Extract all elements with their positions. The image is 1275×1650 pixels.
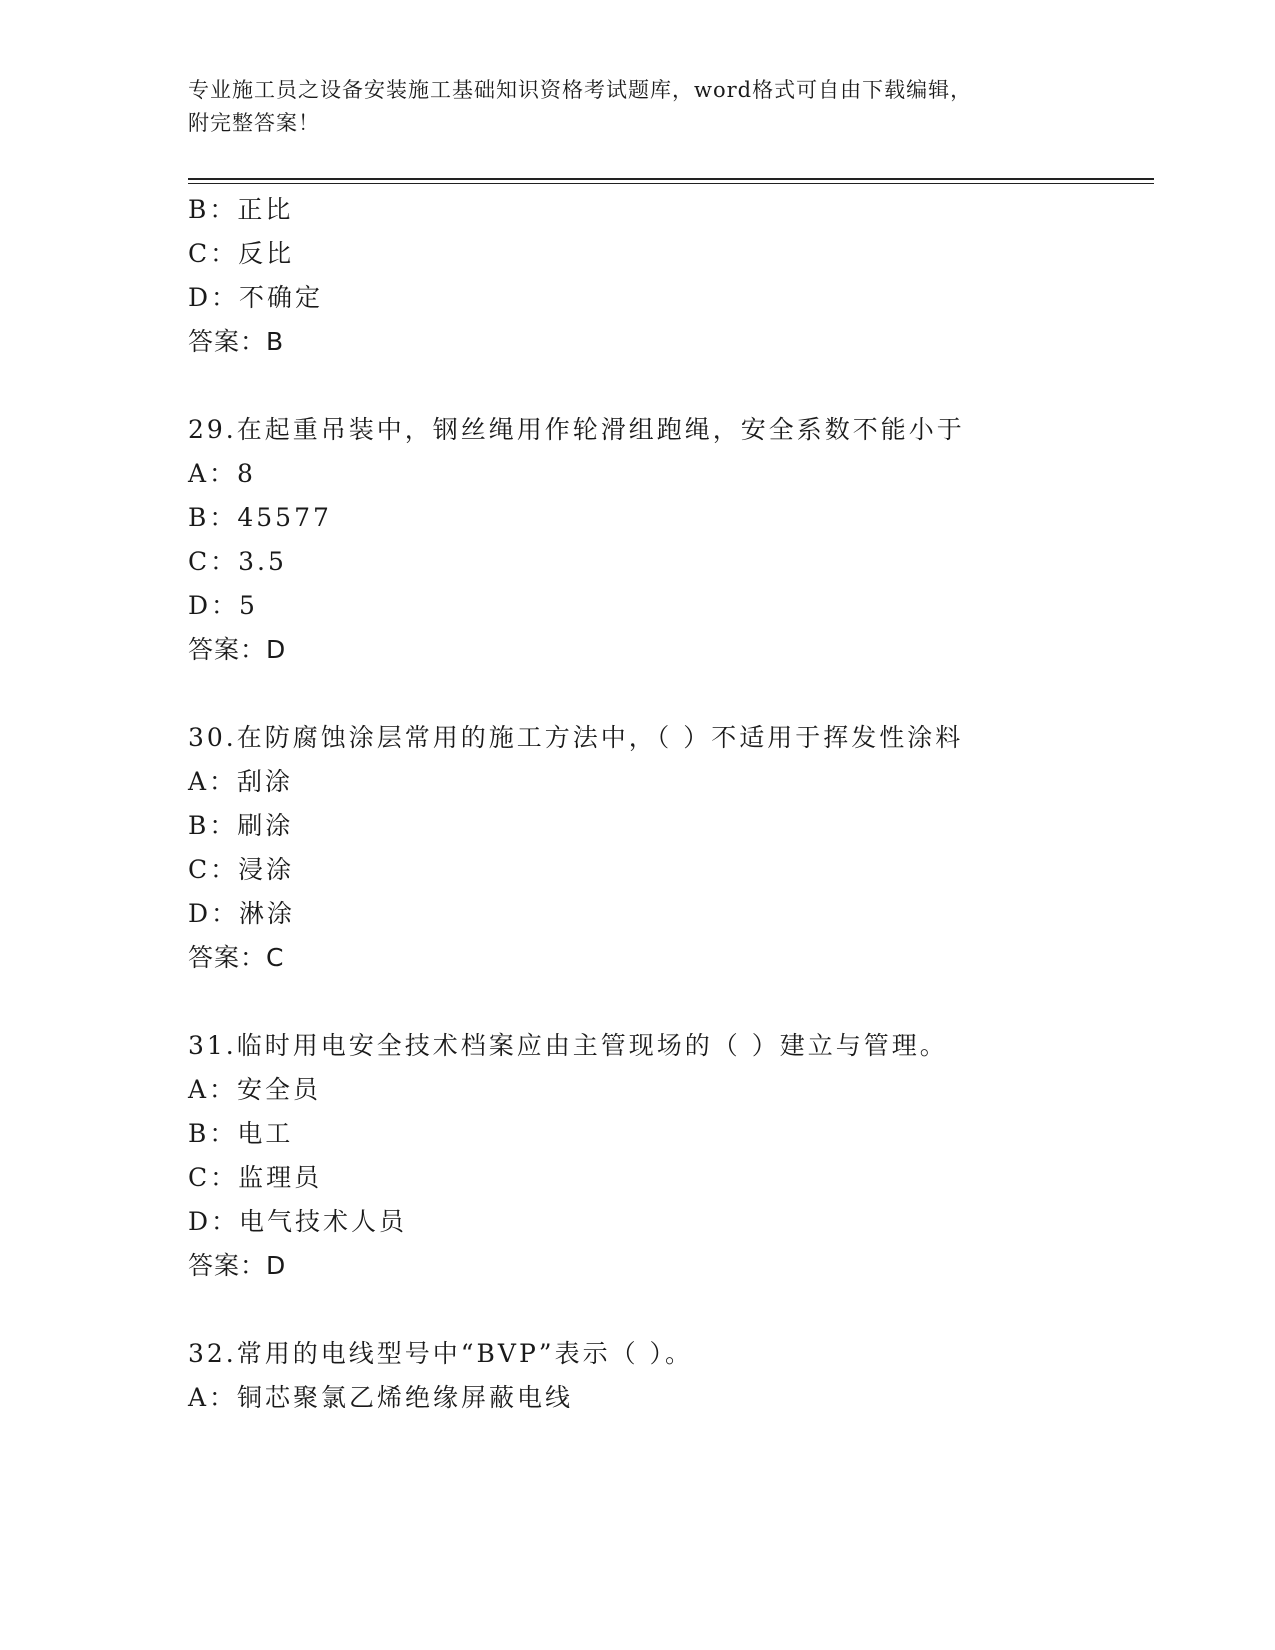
option-a: A：8 [188, 459, 256, 488]
option-d: D：5 [188, 591, 258, 620]
option-c: C：反比 [188, 239, 295, 268]
question-30: 30.在防腐蚀涂层常用的施工方法中，（ ）不适用于挥发性涂料 [188, 723, 964, 752]
header-line-1: 专业施工员之设备安装施工基础知识资格考试题库，word格式可自由下载编辑， [188, 78, 973, 102]
option-b: B：正比 [188, 195, 294, 224]
option-d: D：电气技术人员 [188, 1207, 408, 1236]
question-31: 31.临时用电安全技术档案应由主管现场的（ ）建立与管理。 [188, 1031, 948, 1060]
option-b: B：电工 [188, 1119, 294, 1148]
question-32: 32.常用的电线型号中“BVP”表示（ ）。 [188, 1339, 694, 1368]
option-d: D：淋涂 [188, 899, 296, 928]
question-29: 29.在起重吊装中，钢丝绳用作轮滑组跑绳，安全系数不能小于 [188, 415, 965, 444]
answer-line: 答案：D [188, 635, 287, 664]
option-a: A：刮涂 [188, 767, 294, 796]
document-header [188, 74, 1088, 140]
option-b: B：刷涂 [188, 811, 294, 840]
option-c: C：浸涂 [188, 855, 295, 884]
option-c: C：3.5 [188, 547, 287, 576]
option-d: D：不确定 [188, 283, 324, 312]
answer-line: 答案：C [188, 943, 285, 972]
option-c: C：监理员 [188, 1163, 323, 1192]
header-line-2: 附完整答案！ [188, 111, 320, 135]
option-a: A：铜芯聚氯乙烯绝缘屏蔽电线 [188, 1383, 574, 1412]
answer-line: 答案：D [188, 1251, 287, 1280]
answer-line: 答案：B [188, 327, 285, 356]
header-divider-thin [188, 183, 1154, 184]
header-divider-thick [188, 178, 1154, 180]
option-a: A：安全员 [188, 1075, 322, 1104]
option-b: B：45577 [188, 503, 332, 532]
